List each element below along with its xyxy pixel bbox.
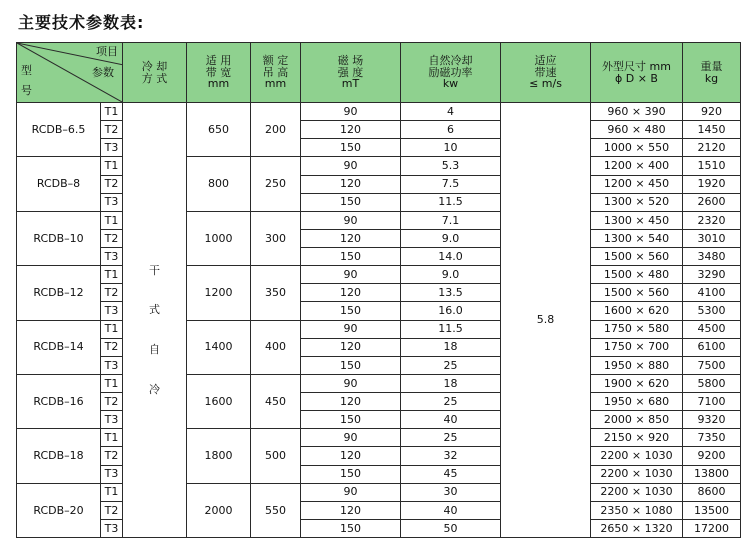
excitation-power: 25 bbox=[401, 393, 501, 411]
dimensions: 1500 × 480 bbox=[591, 266, 683, 284]
weight: 17200 bbox=[683, 519, 741, 537]
type-code: T2 bbox=[101, 121, 123, 139]
cooling-char: 式 bbox=[149, 303, 160, 317]
dimensions: 2150 × 920 bbox=[591, 429, 683, 447]
dimensions: 2200 × 1030 bbox=[591, 447, 683, 465]
type-code: T3 bbox=[101, 411, 123, 429]
excitation-power: 25 bbox=[401, 356, 501, 374]
header-weight: 重量 kg bbox=[683, 43, 741, 103]
excitation-power: 7.1 bbox=[401, 211, 501, 229]
field-strength: 150 bbox=[301, 465, 401, 483]
type-code: T3 bbox=[101, 302, 123, 320]
corner-label-item: 项目 bbox=[96, 45, 118, 58]
header-cooling: 冷 却 方 式 bbox=[123, 43, 187, 103]
dimensions: 1300 × 450 bbox=[591, 211, 683, 229]
model-name: RCDB–16 bbox=[17, 374, 101, 428]
excitation-power: 30 bbox=[401, 483, 501, 501]
field-strength: 90 bbox=[301, 266, 401, 284]
dimensions: 1500 × 560 bbox=[591, 248, 683, 266]
type-code: T2 bbox=[101, 338, 123, 356]
header-power: 自然冷却 励磁功率 kw bbox=[401, 43, 501, 103]
field-strength: 120 bbox=[301, 229, 401, 247]
excitation-power: 18 bbox=[401, 374, 501, 392]
model-name: RCDB–6.5 bbox=[17, 103, 101, 157]
weight: 2320 bbox=[683, 211, 741, 229]
dimensions: 1500 × 560 bbox=[591, 284, 683, 302]
belt-width: 650 bbox=[187, 103, 251, 157]
model-name: RCDB–8 bbox=[17, 157, 101, 211]
weight: 1920 bbox=[683, 175, 741, 193]
dimensions: 1750 × 580 bbox=[591, 320, 683, 338]
dimensions: 1300 × 540 bbox=[591, 229, 683, 247]
cooling-char: 自 bbox=[149, 343, 160, 356]
cooling-char: 干 bbox=[149, 263, 160, 277]
dimensions: 1950 × 680 bbox=[591, 393, 683, 411]
weight: 3480 bbox=[683, 248, 741, 266]
weight: 4100 bbox=[683, 284, 741, 302]
model-name: RCDB–10 bbox=[17, 211, 101, 265]
type-code: T2 bbox=[101, 284, 123, 302]
field-strength: 90 bbox=[301, 103, 401, 121]
weight: 920 bbox=[683, 103, 741, 121]
header-field: 磁 场 强 度 mT bbox=[301, 43, 401, 103]
weight: 2120 bbox=[683, 139, 741, 157]
lift-height: 300 bbox=[251, 211, 301, 265]
spec-table bbox=[16, 42, 741, 538]
field-strength: 120 bbox=[301, 393, 401, 411]
weight: 5300 bbox=[683, 302, 741, 320]
header-dims: 外型尺寸 mm ϕ D × B bbox=[591, 43, 683, 103]
field-strength: 120 bbox=[301, 447, 401, 465]
field-strength: 90 bbox=[301, 483, 401, 501]
field-strength: 150 bbox=[301, 193, 401, 211]
field-strength: 150 bbox=[301, 356, 401, 374]
excitation-power: 13.5 bbox=[401, 284, 501, 302]
dimensions: 1600 × 620 bbox=[591, 302, 683, 320]
excitation-power: 18 bbox=[401, 338, 501, 356]
weight: 8600 bbox=[683, 483, 741, 501]
lift-height: 200 bbox=[251, 103, 301, 157]
dimensions: 1200 × 450 bbox=[591, 175, 683, 193]
excitation-power: 50 bbox=[401, 519, 501, 537]
type-code: T1 bbox=[101, 266, 123, 284]
corner-label-param: 参数 bbox=[92, 66, 114, 79]
excitation-power: 11.5 bbox=[401, 193, 501, 211]
field-strength: 150 bbox=[301, 302, 401, 320]
lift-height: 550 bbox=[251, 483, 301, 537]
type-code: T3 bbox=[101, 465, 123, 483]
field-strength: 120 bbox=[301, 121, 401, 139]
excitation-power: 9.0 bbox=[401, 229, 501, 247]
header-belt-width: 适 用 带 宽 mm bbox=[187, 43, 251, 103]
lift-height: 450 bbox=[251, 374, 301, 428]
belt-width: 800 bbox=[187, 157, 251, 211]
table-body bbox=[17, 103, 741, 538]
field-strength: 150 bbox=[301, 519, 401, 537]
field-strength: 90 bbox=[301, 429, 401, 447]
belt-width: 1600 bbox=[187, 374, 251, 428]
belt-width: 2000 bbox=[187, 483, 251, 537]
type-code: T2 bbox=[101, 393, 123, 411]
dimensions: 2000 × 850 bbox=[591, 411, 683, 429]
excitation-power: 40 bbox=[401, 411, 501, 429]
belt-width: 1400 bbox=[187, 320, 251, 374]
field-strength: 150 bbox=[301, 248, 401, 266]
model-name: RCDB–18 bbox=[17, 429, 101, 483]
weight: 7100 bbox=[683, 393, 741, 411]
excitation-power: 45 bbox=[401, 465, 501, 483]
field-strength: 150 bbox=[301, 139, 401, 157]
type-code: T3 bbox=[101, 356, 123, 374]
excitation-power: 14.0 bbox=[401, 248, 501, 266]
belt-width: 1000 bbox=[187, 211, 251, 265]
dimensions: 2200 × 1030 bbox=[591, 483, 683, 501]
field-strength: 90 bbox=[301, 374, 401, 392]
lift-height: 350 bbox=[251, 266, 301, 320]
lift-height: 500 bbox=[251, 429, 301, 483]
header-height: 额 定 吊 高 mm bbox=[251, 43, 301, 103]
model-name: RCDB–12 bbox=[17, 266, 101, 320]
type-code: T1 bbox=[101, 103, 123, 121]
belt-speed: 5.8 bbox=[501, 103, 591, 538]
weight: 1510 bbox=[683, 157, 741, 175]
dimensions: 1900 × 620 bbox=[591, 374, 683, 392]
field-strength: 120 bbox=[301, 175, 401, 193]
lift-height: 400 bbox=[251, 320, 301, 374]
belt-width: 1200 bbox=[187, 266, 251, 320]
excitation-power: 32 bbox=[401, 447, 501, 465]
type-code: T1 bbox=[101, 483, 123, 501]
table-row bbox=[17, 103, 741, 121]
dimensions: 1750 × 700 bbox=[591, 338, 683, 356]
corner-label-model-1: 型 bbox=[21, 64, 32, 77]
weight: 3290 bbox=[683, 266, 741, 284]
belt-width: 1800 bbox=[187, 429, 251, 483]
field-strength: 90 bbox=[301, 211, 401, 229]
excitation-power: 25 bbox=[401, 429, 501, 447]
weight: 3010 bbox=[683, 229, 741, 247]
corner-label-model-2: 号 bbox=[21, 84, 32, 97]
excitation-power: 4 bbox=[401, 103, 501, 121]
dimensions: 2650 × 1320 bbox=[591, 519, 683, 537]
dimensions: 960 × 480 bbox=[591, 121, 683, 139]
weight: 2600 bbox=[683, 193, 741, 211]
excitation-power: 40 bbox=[401, 501, 501, 519]
dimensions: 2350 × 1080 bbox=[591, 501, 683, 519]
field-strength: 120 bbox=[301, 338, 401, 356]
weight: 4500 bbox=[683, 320, 741, 338]
weight: 9200 bbox=[683, 447, 741, 465]
type-code: T3 bbox=[101, 139, 123, 157]
type-code: T3 bbox=[101, 193, 123, 211]
header-speed: 适应 带速 ≤ m/s bbox=[501, 43, 591, 103]
page-title: 主要技术参数表: bbox=[18, 13, 145, 32]
type-code: T2 bbox=[101, 501, 123, 519]
weight: 13500 bbox=[683, 501, 741, 519]
excitation-power: 6 bbox=[401, 121, 501, 139]
weight: 9320 bbox=[683, 411, 741, 429]
header-row bbox=[17, 43, 741, 103]
weight: 7500 bbox=[683, 356, 741, 374]
field-strength: 120 bbox=[301, 501, 401, 519]
dimensions: 2200 × 1030 bbox=[591, 465, 683, 483]
excitation-power: 16.0 bbox=[401, 302, 501, 320]
model-name: RCDB–20 bbox=[17, 483, 101, 537]
field-strength: 120 bbox=[301, 284, 401, 302]
type-code: T3 bbox=[101, 519, 123, 537]
type-code: T2 bbox=[101, 447, 123, 465]
dimensions: 960 × 390 bbox=[591, 103, 683, 121]
weight: 7350 bbox=[683, 429, 741, 447]
dimensions: 1950 × 880 bbox=[591, 356, 683, 374]
dimensions: 1200 × 400 bbox=[591, 157, 683, 175]
excitation-power: 7.5 bbox=[401, 175, 501, 193]
weight: 13800 bbox=[683, 465, 741, 483]
excitation-power: 5.3 bbox=[401, 157, 501, 175]
cooling-method bbox=[123, 103, 187, 538]
dimensions: 1300 × 520 bbox=[591, 193, 683, 211]
type-code: T2 bbox=[101, 229, 123, 247]
weight: 5800 bbox=[683, 374, 741, 392]
weight: 6100 bbox=[683, 338, 741, 356]
corner-header bbox=[17, 43, 123, 103]
type-code: T1 bbox=[101, 211, 123, 229]
type-code: T3 bbox=[101, 248, 123, 266]
weight: 1450 bbox=[683, 121, 741, 139]
type-code: T2 bbox=[101, 175, 123, 193]
type-code: T1 bbox=[101, 157, 123, 175]
type-code: T1 bbox=[101, 429, 123, 447]
type-code: T1 bbox=[101, 320, 123, 338]
field-strength: 150 bbox=[301, 411, 401, 429]
lift-height: 250 bbox=[251, 157, 301, 211]
model-name: RCDB–14 bbox=[17, 320, 101, 374]
excitation-power: 9.0 bbox=[401, 266, 501, 284]
field-strength: 90 bbox=[301, 320, 401, 338]
type-code: T1 bbox=[101, 374, 123, 392]
dimensions: 1000 × 550 bbox=[591, 139, 683, 157]
cooling-char: 冷 bbox=[149, 382, 160, 396]
excitation-power: 10 bbox=[401, 139, 501, 157]
field-strength: 90 bbox=[301, 157, 401, 175]
excitation-power: 11.5 bbox=[401, 320, 501, 338]
